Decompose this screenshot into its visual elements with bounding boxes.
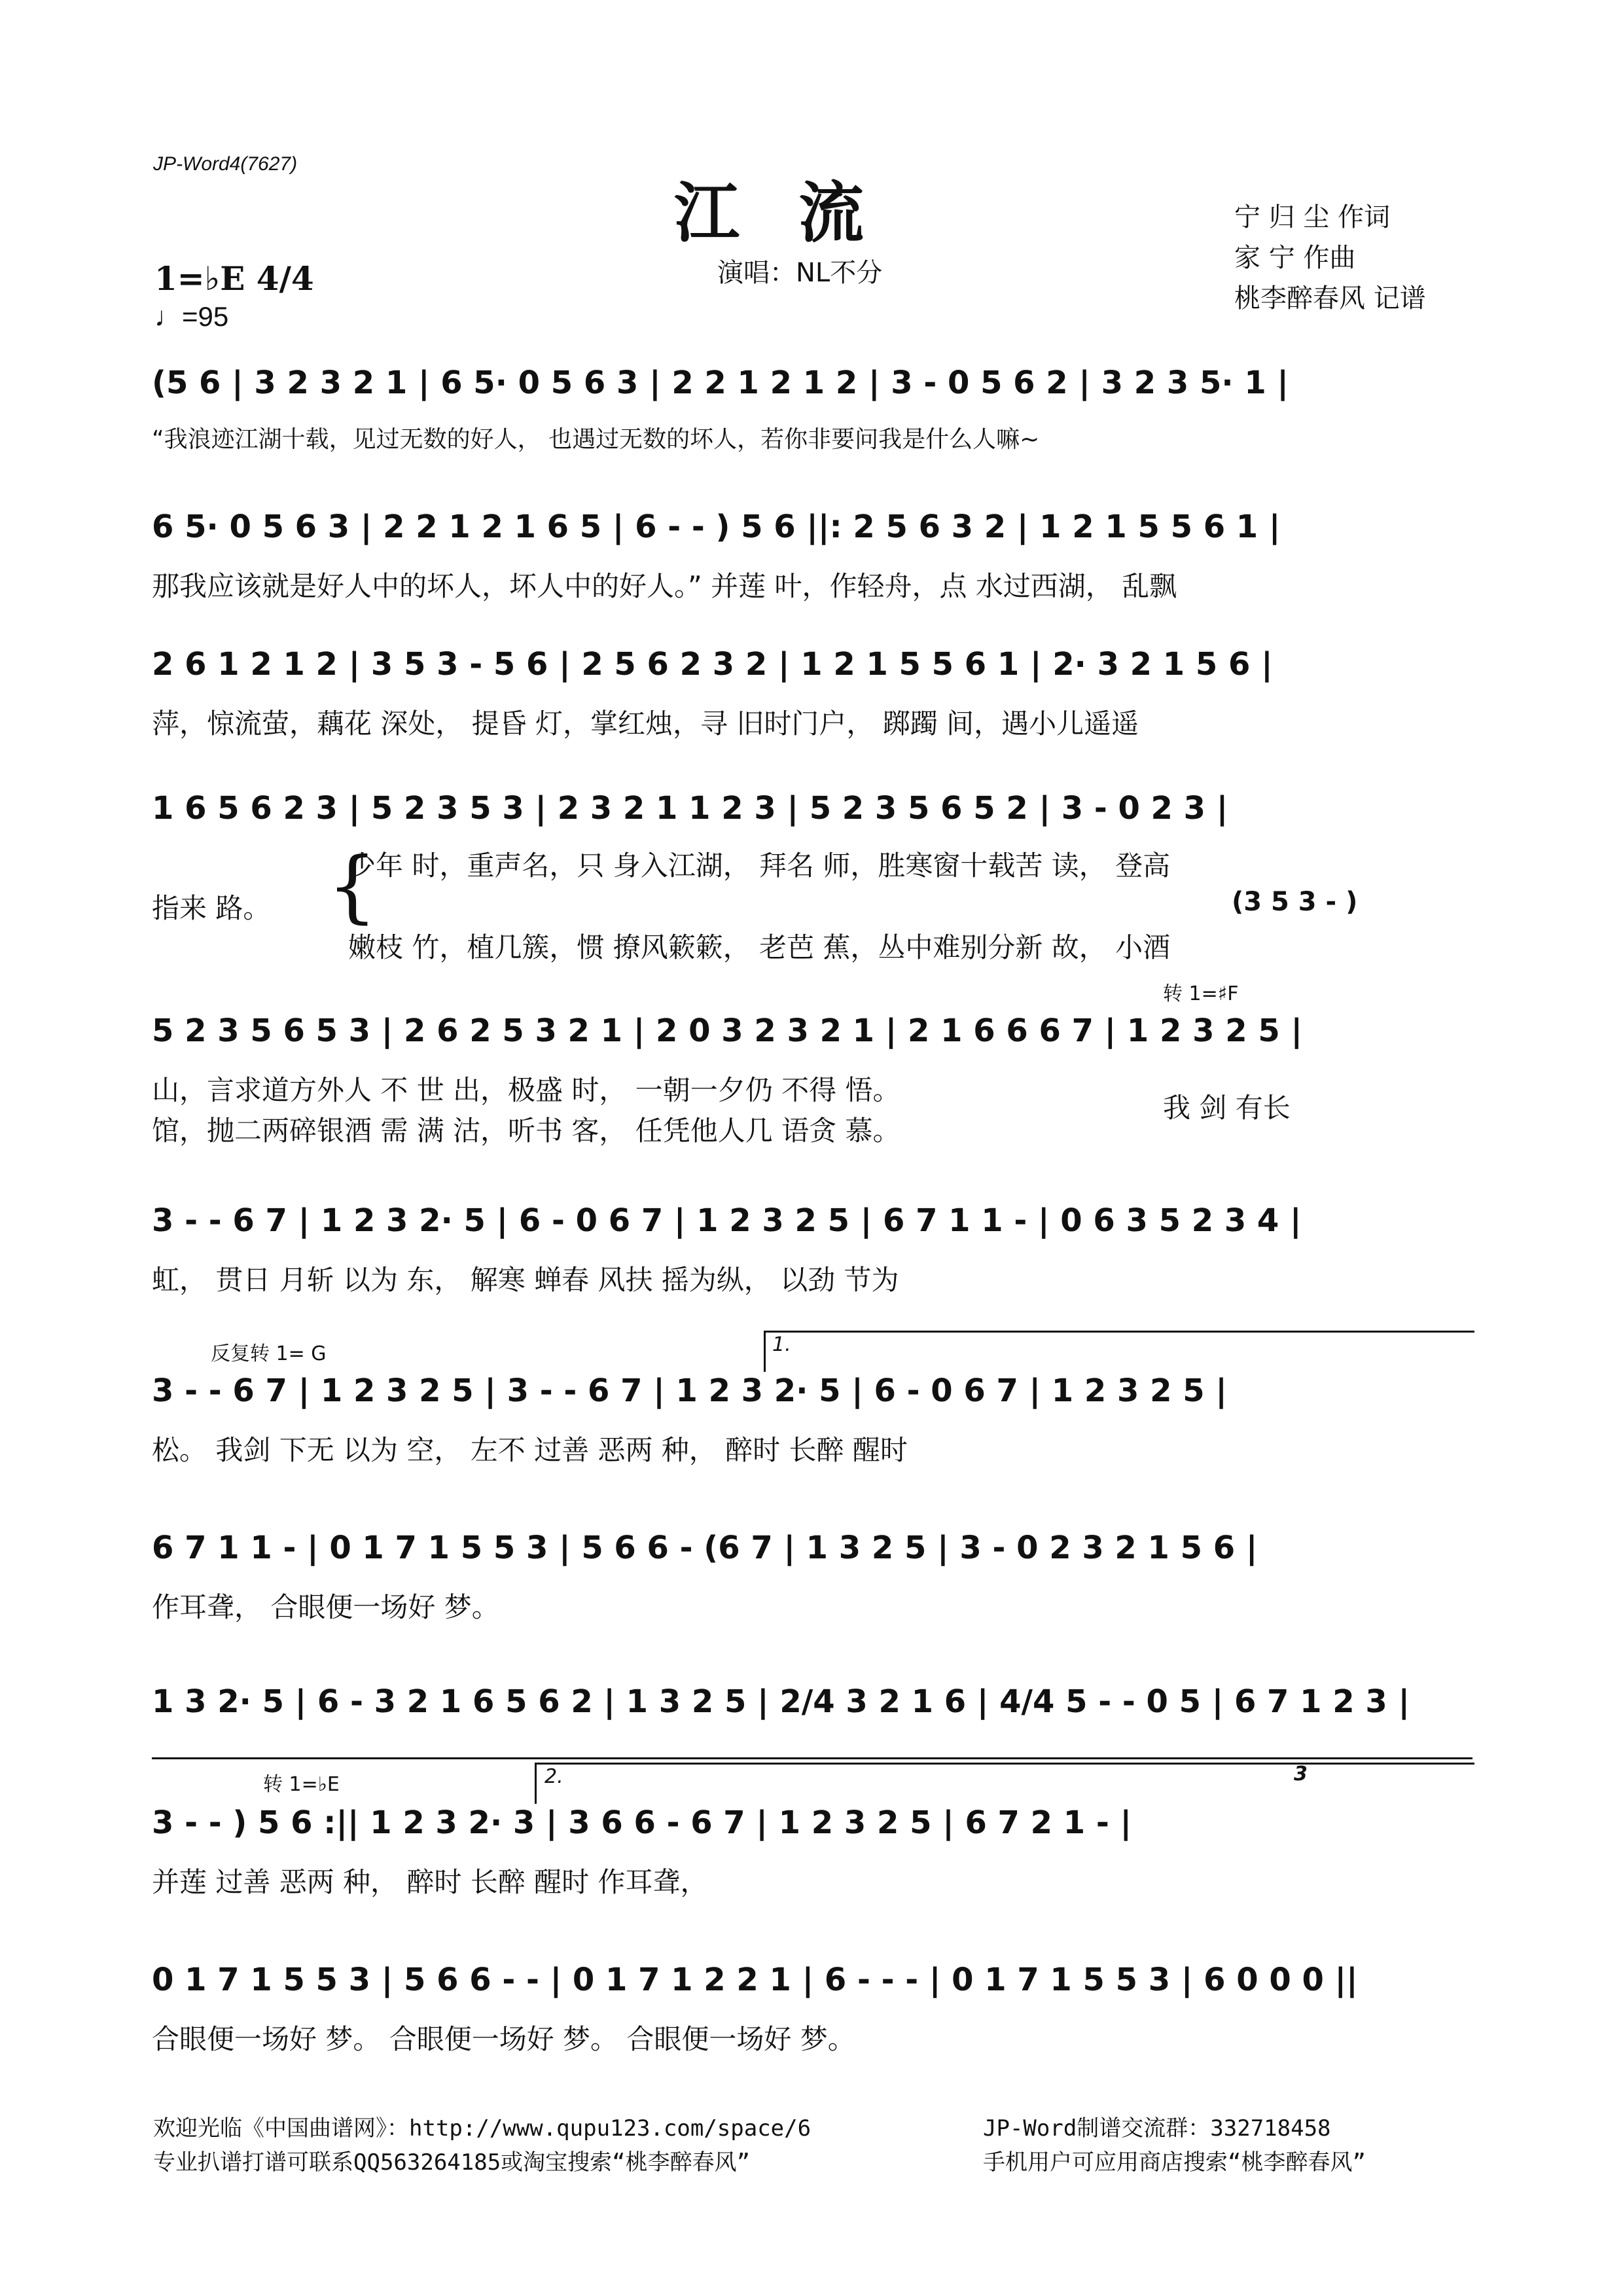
notation-line: 5 2 3 5 6 5 3 | 2 6 2 5 3 2 1 | 2 0 3 2 3 2 1 | 2 1 6 6 6 7 | 1 2 3 2 5 | <box>152 1013 1302 1049</box>
lyric-line: 那我应该就是好人中的坏人，坏人中的好人。” 并莲 叶，作轻舟，点 水过西湖， 乱飘 <box>152 570 1177 602</box>
footer-site-link[interactable]: 欢迎光临《中国曲谱网》：http://www.qupu123.com/space/6 <box>153 2115 812 2142</box>
lyric-line: 松。 我剑 下无 以为 空， 左不 过善 恶两 种， 醉时 长醉 醒时 <box>152 1434 908 1466</box>
lyricist-credit: 宁 归 尘 作词 <box>1234 202 1391 232</box>
footer-contact-info: 专业扒谱打谱可联系QQ563264185或淘宝搜索“桃李醉春风” <box>153 2149 751 2176</box>
footer-app-info: 手机用户可应用商店搜索“桃李醉春风” <box>983 2149 1366 2176</box>
footer-group-info: JP-Word制谱交流群：332718458 <box>983 2115 1331 2142</box>
modulation-mark: 反复转 1= G <box>211 1342 327 1365</box>
notation-line: 6 5· 0 5 6 3 | 2 2 1 2 1 6 5 | 6 - - ) 5 6 ||: 2 5 6 3 2 | 1 2 1 5 5 6 1 | <box>152 509 1281 545</box>
notation-line: 1 6 5 6 2 3 | 5 2 3 5 3 | 2 3 2 1 1 2 3 | 5 2 3 5 6 5 2 | 3 - 0 2 3 | <box>152 790 1228 827</box>
modulation-mark: 转 1=♭E <box>263 1773 340 1796</box>
lyric-line: 作耳聋， 合眼便一场好 梦。 <box>152 1591 499 1623</box>
lyric-verse-1: 少年 时，重声名，只 身入江湖， 拜名 师，胜寒窗十载苦 读， 登高 <box>348 850 1171 882</box>
staff-rule <box>152 1757 1472 1759</box>
tempo-mark: ♩=95 <box>154 301 229 332</box>
composer-credit: 家 宁 作曲 <box>1234 243 1356 273</box>
lyric-verse-1: 山，言求道方外人 不 世 出，极盛 时， 一朝一夕仍 不得 悟。 <box>152 1074 901 1106</box>
volta-label: 1. <box>772 1333 791 1356</box>
modulation-mark: 转 1=♯F <box>1163 982 1239 1005</box>
key-signature: 1=♭E 4/4 <box>154 259 314 298</box>
lyric-line: 指来 路。 <box>152 892 271 924</box>
lyric-line: 合眼便一场好 梦。 合眼便一场好 梦。 合眼便一场好 梦。 <box>152 2023 855 2055</box>
triplet-mark: 3 <box>1294 1763 1308 1785</box>
notation-line: (5 6 | 3 2 3 2 1 | 6 5· 0 5 6 3 | 2 2 1 2 1 2 | 3 - 0 5 6 2 | 3 2 3 5· 1 | <box>152 365 1289 401</box>
volta-label: 2. <box>544 1765 563 1788</box>
notation-line: 2 6 1 2 1 2 | 3 5 3 - 5 6 | 2 5 6 2 3 2 | 1 2 1 5 5 6 1 | 2· 3 2 1 5 6 | <box>152 646 1273 683</box>
transcriber-credit: 桃李醉春风 记谱 <box>1234 283 1426 314</box>
notation-line: 3 - - ) 5 6 :|| 1 2 3 2· 3 | 3 6 6 - 6 7 | 1 2 3 2 5 | 6 7 2 1 - | <box>152 1804 1132 1841</box>
lyric-line: 萍，惊流萤，藕花 深处， 提昏 灯，掌红烛，寻 旧时门户， 踯躅 间，遇小儿遥遥 <box>152 708 1139 740</box>
lyric-line: 虹， 贯日 月斩 以为 东， 解寒 蝉春 风扶 摇为纵， 以劲 节为 <box>152 1264 899 1296</box>
lyric-refrain: 我 剑 有长 <box>1163 1092 1291 1124</box>
lyric-verse-2: 嫩枝 竹，植几簇，惯 撩风簌簌， 老芭 蕉，丛中难别分新 故， 小酒 <box>348 931 1171 963</box>
notation-line: 3 - - 6 7 | 1 2 3 2 5 | 3 - - 6 7 | 1 2 3 2· 5 | 6 - 0 6 7 | 1 2 3 2 5 | <box>152 1372 1227 1409</box>
lyric-line: “我浪迹江湖十载，见过无数的好人， 也遇过无数的坏人，若你非要问我是什么人嘛~ <box>152 426 1040 453</box>
notation-line: 6 7 1 1 - | 0 1 7 1 5 5 3 | 5 6 6 - (6 7 | 1 3 2 5 | 3 - 0 2 3 2 1 5 6 | <box>152 1530 1258 1566</box>
notation-line: 1 3 2· 5 | 6 - 3 2 1 6 5 6 2 | 1 3 2 5 | 2/4 3 2 1 6 | 4/4 5 - - 0 5 | 6 7 1 2 3 | <box>152 1683 1410 1720</box>
version-label: JP-Word4(7627) <box>153 153 298 175</box>
verse-brace: { <box>327 841 378 932</box>
singer-credit: 演唱：NL不分 <box>717 258 883 288</box>
lyric-verse-2: 馆，抛二两碎银酒 需 满 沽，听书 客， 任凭他人几 语贪 慕。 <box>152 1115 901 1147</box>
lyric-line: 并莲 过善 恶两 种， 醉时 长醉 醒时 作耳聋， <box>152 1866 708 1898</box>
notation-line: 0 1 7 1 5 5 3 | 5 6 6 - - | 0 1 7 1 2 2 1 | 6 - - - | 0 1 7 1 5 5 3 | 6 0 0 0 || <box>152 1962 1358 1998</box>
song-title: 江流 <box>674 174 923 251</box>
notation-line: 3 - - 6 7 | 1 2 3 2· 5 | 6 - 0 6 7 | 1 2 3 2 5 | 6 7 1 1 - | 0 6 3 5 2 3 4 | <box>152 1202 1302 1239</box>
aside-notation: (3 5 3 - ) <box>1232 887 1358 917</box>
